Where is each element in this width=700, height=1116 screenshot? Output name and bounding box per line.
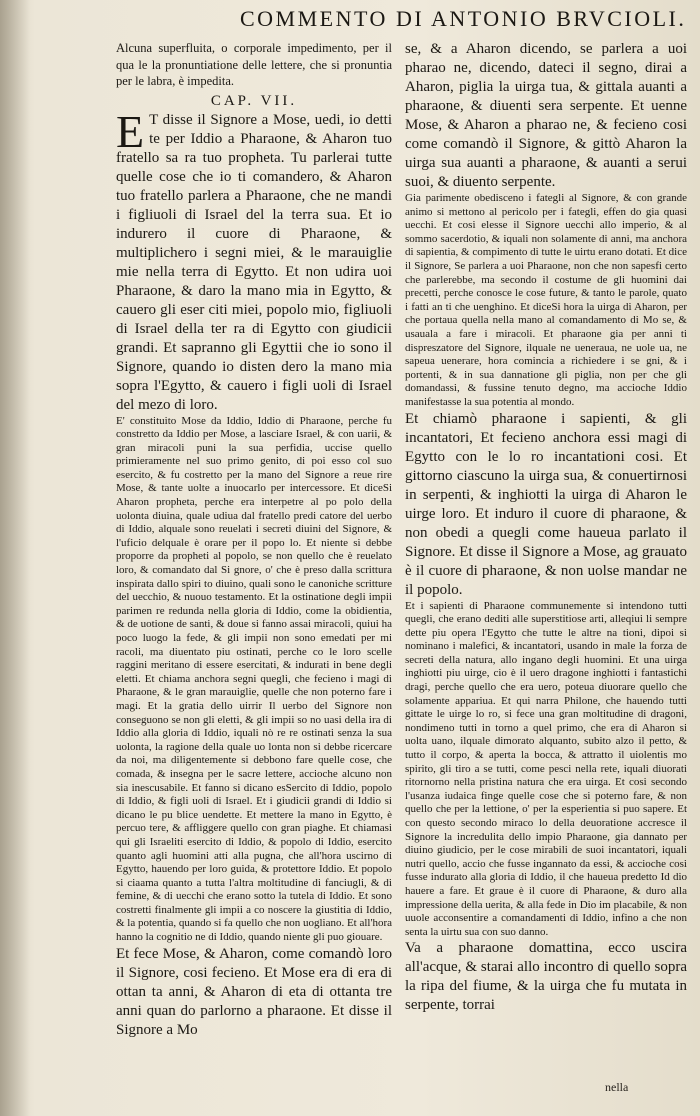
scripture-text-5: Va a pharaone domattina, ecco uscira all'acque, & starai allo incontro di quello sopra la ripa del fiume, & la uirga che fu mutata in serpente, torrai	[405, 940, 687, 1014]
commentary-2: Gia parimente obedisceno i fategli al Signore, & con grande animo si mettono al pericolo per i fategli, effen do gia quasi uecchi. Et cosi elesse il Signore uecchi allo imperio, & al sommo sacerdotio, & iquali non solamente di anni, ma anchora di sapientia, & compimento di tutte le uirtu erano dotati. Et dice il Signore, Se parlera a uoi Pharaone, non che non sapesfi certo che parlerebbe, ma secondo il costume de gli huomini dai precetti, perche conosce le cose future, & tanto le parole, quato i fatti an ti che uenghino. Et diceSi hora la uirga di Aharon, per che portaua quella nella mano al comandamento di Mo se, & usauala a fare i miracoli. Et pharaone gia per anni ti dispreszatore del Signore, ilquale ne ueneraua, ne uole ua, ne sapeua uenerare, hora comincia a richiedere i se gni, & i portenti, & in sua dannatione gli piglia, non per che gli domandassi, & fussine tenuto degno, ma accioche Iddio manifestasse la sua potentia al mondo.	[405, 192, 687, 408]
scripture-text-1: T disse il Signore a Mose, uedi, io detti te per Iddio a Pharaone, & Aharon tuo fratello sa ra tuo propheta. Tu parlerai tutte quelle cose che io ti comandero, & Aharon tuo fratello parlera a Pharaone, che ne mandi i figliuoli di Israel del la terra sua. Et io indurero il cuore di Pharaone, & multiplichero i segni miei, & le marauiglie mie nella terra di Egytto. Et non udira uoi Pharaone, & daro la mano mia in Egytto, & cauero gli eser citi miei, popolo mio, figliuoli di Israel della ter ra di Egytto con giudicii grandi. Et sapranno gli Egyttii che io sono il Signore, quando io disten dero la mano mia sopra l'Egytto, & cauero i figli uoli di Israel del mezo di loro.	[116, 111, 392, 413]
running-head: COMMENTO DI ANTONIO BRVCIOLI.	[240, 6, 687, 31]
commentary-3: Et i sapienti di Pharaone communemente si intendono tutti quegli, che erano dediti alle superstitiose arti, alleqiui li sempre dette piu opera l'Egytto che tutte le altre na tioni, dipoi si nominano i malefici, & incantatori, usando in male la forza de secreti della natura, allo ingano degli huomini. Et una uirga inghiotti piu uirge, cio è il uero dragone inghiotti i fantastichi dragi, perche quello che era uero, poteua diuorare quello che solamente appariua. Et qui narra Philone, che hauendo tutti gittate le uirge lo ro, si fece una gran moltitudine di dragoni, nondimeno tutti in torno a quel primo, che era di Aharon si uolta uano, ilquale dimorato alquanto, subito alzo il petto, & tutto il corpo, & aperta la bocca, & attratto il uiolentis mo spirito, gli tiro a se tutti, come pesci nella rete, iquali diuorati ritornorno nella pristina natura che era uirga. Et cosi secondo l'usanza iudaica finge quelle cose che si poterno fare, & non quello che per la lettione, o' per la esperientia si puo sapere. Et con questo secondo miraco lo della deuoratione accresce il Signore la incredulita dello impio Pharaone, gia dannato per diuino giudicio, per le cose mirabili de suoi incantatori, iquali nutri quello, accio che fusse ingannato da essi, & accioche cosi fusse indurato alla gloria di Iddio, il che haueua predetto Id dio hauere a fare. Et graue è il cuore di Pharaone, & duro alla impressione della uerita, & alla fede in Dio im placabile, & non uuole acconsentire a comandamenti di Iddio, infino a che non senta la uirtu sua con suo danno.	[405, 599, 687, 938]
commentary-1: E' constituito Mose da Iddio, Iddio di Pharaone, perche fu constretto da Iddio per Mose, a lasciare Israel, & con uarii, & gran miracoli puni la sua perfidia, uccise quello primieramente nel suo primo genito, di poi esso col suo esercito, & fu costretto per la mano del Signore a reue rire Mose, & tante uolte a inuocarlo per intercessore. Et diceSi Aharon propheta, perche era interpetre al po polo della uolonta diuina, quale udiua dal fratello predi catore del uerbo di Iddio, alquale sono reuelati i secreti diuini del Signore, & l'uficio delquale è orare per il popo lo. Et niente si debbe proporre da propheti al popolo, se non quello che è reuelato loro, & comandato dal Si gnore, o' che è preso dalla scrittura inspirata dallo spiri to diuino, quali sono le canoniche scritture del uecchio, & nuouo testamento. Et la ostinatione degli impii parimen re redunda nella gloria di Iddio, come la obidientia, & de uotione de santi, & doue si fanno assai miracoli, quiui ha poco luogo la fede, & gli impii non sono emedati per mi racoli, ma diuentato piu ostinati, perche co le loro scelle raggini meritano di essere esercitati, & indurati in bene degli eletti. Et chiama anchora segni quegli, che fecieno i magi di Pharaone, & le gran marauiglie, quelle che non poterno fare i magi. Et la gratia dello uirrir Il uerbo del Signore non conseguono se non gli eletti, & gli impii so no uasi della ira di Iddio alla gloria di Iddio, iquali nò re re ostinati senza la sua uolonta, la ragione della quale uo lonta non si debbe ricercare da noi, ma diligentemente si debbono fare quelle cose, che comada, & insegna per le sacre lettere, accioche alcuno non sia inescusabile. Et fanno si dicano esSercito di Iddio, popolo di Iddio, & figli uoli di Israel. Et i giudicii grandi di Iddio si dicano le pu blice uendette. Et mettere la mano in Egytto, è percuo tere, & affliggere quello con gran piaghe. Et chiamasi qui gli Israeliti esercito di Iddio, & popolo di Iddio, esercito quanto agli huomini atti alla pugna, che all'hora uscirno di Egytto, hauendo per loro guida, & protettore Iddio. Et popolo si ciaama quanto a tutta l'altra moltitudine di fanciugli, & di femine, & di uecchi che erano sotto la tutela di Iddio. Et sono costretti finalmente gli impii a co noscere la giustitia di Iddio, & la potentia, quando si fa quello che non uogliano. Et all'hora hanno la cognitio ne di Iddio, quando niente gli puo giouare.	[116, 414, 392, 944]
right-column	[405, 40, 687, 1015]
left-column	[116, 40, 392, 1040]
scripture-text-4: Et chiamò pharaone i sapienti, & gli incantatori, Et fecieno anchora essi magi di Egytto con le lo ro incantationi cosi. Et gittorno ciascuno la uirga sua, & conuertirnosi in serpenti, & inghiotti la uirga di Aharon le uirge loro. Et induro il cuore di pharaone, & non obedi a quegli come haueua parlato il Signore. Et disse il Signore a Mose, ag grauato è il cuore di pharaone, & non uolse mandar ne il popolo.	[405, 410, 687, 598]
catchword: nella	[605, 1080, 629, 1094]
chapter-heading: CAP. VII.	[210, 92, 298, 109]
intro-paragraph: Alcuna superfluita, o corporale impedimento, per il qua le la pronuntiatione delle lettere, che si pronuntia per le labra, è impedita.	[116, 41, 392, 88]
drop-cap: E	[116, 105, 145, 157]
gutter-shadow	[0, 0, 30, 1116]
scripture-text-3: se, & a Aharon dicendo, se parlera a uoi pharao ne, dicendo, dateci il segno, dirai a Aharon, piglia la uirga tua, & gittala auanti a pharaone, & diuenti sera serpente. Et uenne Mose, & Aharon a pharao ne, & fecieno cosi come comandò il Signore, & gittò Aharon la uirga sua auanti a pharaone, & auanti a serui suoi, & diuento serpente.	[405, 41, 687, 190]
scripture-text-2: Et fece Mose, & Aharon, come comandò loro il Signore, cosi fecieno. Et Mose era di era di ottan ta anni, & Aharon di eta di ottanta tre anni quan do parlorno a pharaone. Et disse il Signore a Mo	[116, 945, 392, 1038]
